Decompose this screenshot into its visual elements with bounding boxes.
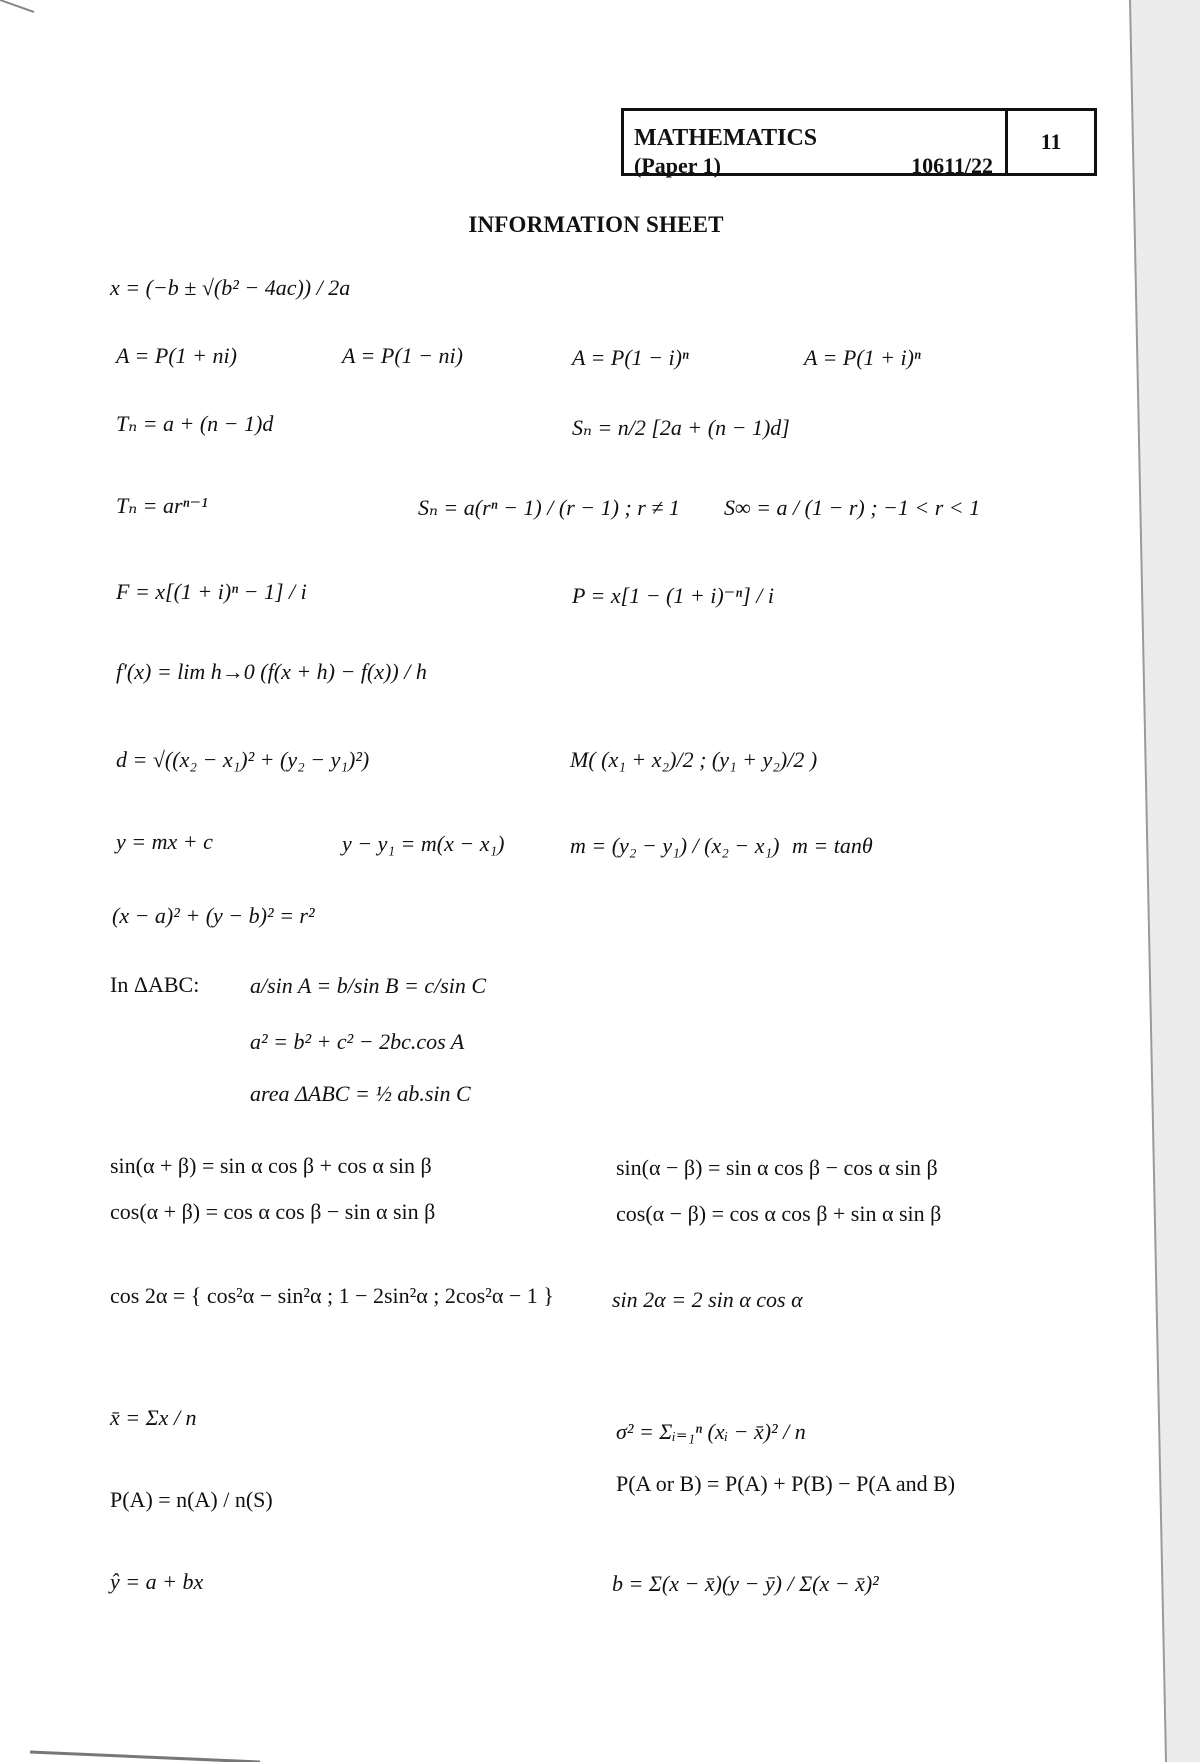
- formula-sin-double: sin 2α = 2 sin α cos α: [612, 1287, 803, 1312]
- formula-point-slope: y − y₁ = m(x − x₁): [342, 831, 505, 856]
- formula-arithmetic-term: Tₙ = a + (n − 1)d: [116, 411, 274, 436]
- formula-probability: P(A) = n(A) / n(S): [110, 1487, 273, 1512]
- page-number: 11: [1040, 129, 1062, 154]
- page-title: INFORMATION SHEET: [468, 212, 724, 237]
- formula-cos-diff: cos(α − β) = cos α cos β + sin α sin β: [616, 1201, 942, 1226]
- formula-simple-depreciation: A = P(1 − ni): [342, 343, 463, 368]
- formula-regression: ŷ = a + bx: [110, 1569, 204, 1594]
- header-main-cell: [624, 111, 1008, 178]
- formula-mean: x̄ = Σx / n: [110, 1405, 197, 1430]
- formula-area-rule: area ΔABC = ½ ab.sin C: [250, 1081, 471, 1106]
- formula-present-value: P = x[1 − (1 + i)⁻ⁿ] / i: [572, 583, 774, 608]
- formula-regression-slope: b = Σ(x − x̄)(y − ȳ) / Σ(x − x̄)²: [612, 1571, 879, 1596]
- formula-geometric-sum: Sₙ = a(rⁿ − 1) / (r − 1) ; r ≠ 1: [418, 495, 680, 520]
- formula-cos-double: cos 2α = { cos²α − sin²α ; 1 − 2sin²α ; 2cos²α − 1 }: [110, 1283, 554, 1308]
- formula-quadratic: x = (−b ± √(b² − 4ac)) / 2a: [110, 275, 351, 300]
- formula-gradient: m = (y₂ − y₁) / (x₂ − x₁): [570, 833, 780, 858]
- formula-simple-interest: A = P(1 + ni): [116, 343, 237, 368]
- formula-arithmetic-sum: Sₙ = n/2 [2a + (n − 1)d]: [572, 415, 790, 440]
- formula-cos-sum: cos(α + β) = cos α cos β − sin α sin β: [110, 1199, 436, 1224]
- formula-variance: σ² = Σᵢ₌₁ⁿ (xᵢ − x̄)² / n: [616, 1419, 806, 1444]
- paper-code: 10611/22: [911, 153, 993, 178]
- formula-line: y = mx + c: [116, 829, 213, 854]
- formula-distance: d = √((x₂ − x₁)² + (y₂ − y₁)²): [116, 747, 370, 772]
- formula-sin-sum: sin(α + β) = sin α cos β + cos α sin β: [110, 1153, 432, 1178]
- formula-compound-interest: A = P(1 + i)ⁿ: [804, 345, 921, 370]
- formula-gradient-tan: m = tanθ: [792, 833, 873, 858]
- formula-midpoint: M( (x₁ + x₂)/2 ; (y₁ + y₂)/2 ): [570, 747, 818, 772]
- formula-reducing-balance: A = P(1 − i)ⁿ: [572, 345, 689, 370]
- formula-cosine-rule: a² = b² + c² − 2bc.cos A: [250, 1029, 465, 1054]
- formula-circle: (x − a)² + (y − b)² = r²: [112, 903, 315, 928]
- formula-derivative: f′(x) = lim h→0 (f(x + h) − f(x)) / h: [116, 659, 427, 684]
- subject-title: MATHEMATICS: [634, 125, 818, 151]
- formula-geometric-term: Tₙ = arⁿ⁻¹: [116, 493, 208, 518]
- formula-sine-rule: a/sin A = b/sin B = c/sin C: [250, 973, 487, 998]
- paper-label: (Paper 1): [634, 153, 721, 178]
- formula-addition-rule: P(A or B) = P(A) + P(B) − P(A and B): [616, 1471, 956, 1496]
- formula-sin-diff: sin(α − β) = sin α cos β − cos α sin β: [616, 1155, 938, 1180]
- header-box: [621, 108, 1097, 176]
- triangle-label: In ΔABC:: [110, 972, 200, 997]
- formula-future-value: F = x[(1 + i)ⁿ − 1] / i: [116, 579, 307, 604]
- formula-sum-to-infinity: S∞ = a / (1 − r) ; −1 < r < 1: [724, 495, 981, 520]
